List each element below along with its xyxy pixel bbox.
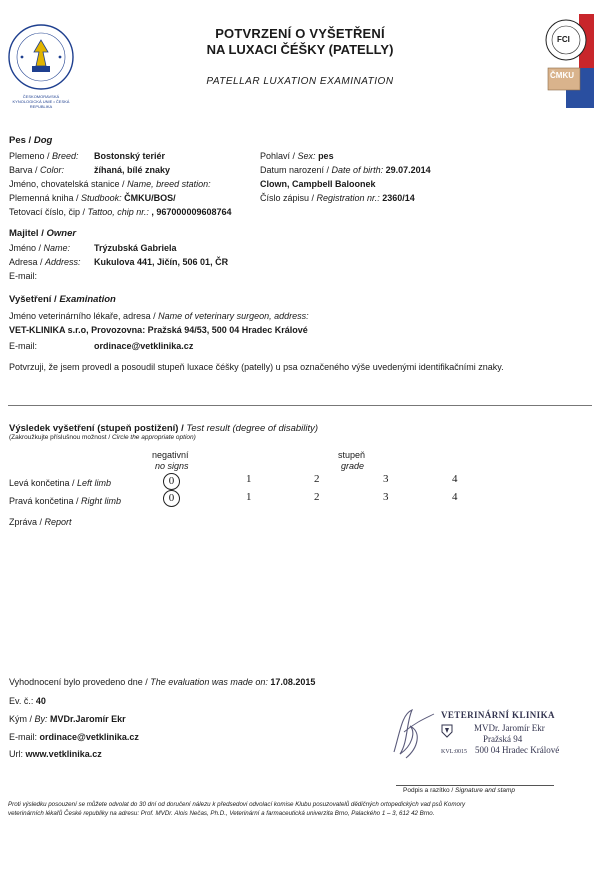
dog-name-value: Clown, Campbell Baloonek <box>260 179 376 189</box>
grade-label-en: grade <box>341 461 365 471</box>
right-limb-grade-2[interactable]: 2 <box>314 491 320 503</box>
stamp-city: 500 04 Hradec Králové <box>475 745 560 755</box>
cmku-logo-text: ČMKU <box>550 71 574 80</box>
stamp-doctor: MVDr. Jaromír Ekr <box>474 723 545 733</box>
section-divider <box>8 405 592 406</box>
footer-line2: veterinárních lékařů České republiky na adresu: Prof. MVDr. Alois Nečas, Ph.D., Veterinární a farmaceutická univerzita Brno, Palackého 1 – 3, 612 42 Brno. <box>8 810 435 817</box>
color-value: žíhaná, bílé znaky <box>94 165 171 175</box>
tattoo-label: Tetovací číslo, čip / Tattoo, chip nr.: , 967000009608764 <box>9 207 232 217</box>
url-label: Url: www.vetklinika.cz <box>9 749 102 759</box>
right-limb-grade-1[interactable]: 1 <box>246 491 252 503</box>
fci-logo-text: FCI <box>557 35 570 44</box>
breed-label: Plemeno / Breed: <box>9 151 79 161</box>
studbook-label: Plemenná kniha / Studbook: ČMKU/BOS/ <box>9 193 176 203</box>
footer-line1: Proti výsledku posouzení se můžete odvolat do 30 dní od doručení nálezu k předsedovi odvolací komise Klubu posuzovatelů dědičných ortopedických vad psů Komory <box>8 801 466 808</box>
owner-address-value: Kukulova 441, Jičín, 506 01, ČR <box>94 257 229 267</box>
right-limb-grade-0-circled[interactable]: 0 <box>163 490 180 507</box>
ev-number-label: Ev. č.: 40 <box>9 696 46 706</box>
stamp-code: KVL:0015 <box>441 749 467 755</box>
negative-label: negativní <box>152 450 189 460</box>
signature-line <box>396 785 554 786</box>
statement-text: Potvrzuji, že jsem provedl a posoudil stupeň luxace čéšky (patelly) u psa označeného výše uvedenými identifikačními znaky. <box>9 362 504 372</box>
owner-section-heading: Majitel / Owner <box>9 228 77 239</box>
stamp-clinic-name: VETERINÁRNÍ KLINIKA <box>441 710 555 720</box>
vet-email-label: E-mail: <box>9 341 38 351</box>
signature-caption: Podpis a razítko / Signature and stamp <box>403 787 516 794</box>
dog-section-heading: Pes / Dog <box>9 135 53 146</box>
right-limb-label: Pravá končetina / Right limb <box>9 496 122 506</box>
right-limb-grade-3[interactable]: 3 <box>383 491 389 503</box>
stamp-street: Pražská 94 <box>483 734 523 744</box>
vet-value: VET-KLINIKA s.r.o, Provozovna: Pražská 94/53, 500 04 Hradec Králové <box>9 325 308 335</box>
left-limb-grade-0-circled[interactable]: 0 <box>163 473 180 490</box>
by-label: Kým / By: MVDr.Jaromír Ekr <box>9 714 126 724</box>
left-limb-grade-3[interactable]: 3 <box>383 473 389 485</box>
color-label: Barva / Color: <box>9 165 65 175</box>
left-limb-grade-4[interactable]: 4 <box>452 473 458 485</box>
result-instruction: (Zakroužkujte příslušnou možnost / Circle the appropriate option) <box>9 434 196 441</box>
document-title-line2: NA LUXACI ČÉŠKY (PATELLY) <box>206 42 394 57</box>
document-title: POTVRZENÍ O VYŠETŘENÍ <box>215 26 385 41</box>
signature <box>382 702 442 762</box>
left-limb-grade-2[interactable]: 2 <box>314 473 320 485</box>
sex-label: Pohlaví / Sex: pes <box>260 151 334 161</box>
owner-email-label: E-mail: <box>9 271 38 281</box>
breed-value: Bostonský teriér <box>94 151 166 161</box>
right-limb-grade-4[interactable]: 4 <box>452 491 458 503</box>
evaluation-date-label: Vyhodnocení bylo provedeno dne / The evaluation was made on: 17.08.2015 <box>9 677 316 687</box>
left-logo-text: ČESKOMORAVSKÁ KYNOLOGICKÁ UNIE • ČESKÁ REPUBLIKA <box>12 94 70 109</box>
document-subtitle: PATELLAR LUXATION EXAMINATION <box>206 76 394 87</box>
dob-label: Datum narození / Date of birth: 29.07.2014 <box>260 165 431 175</box>
examination-section-heading: Vyšetření / Examination <box>9 294 116 305</box>
name-breed-station-label: Jméno, chovatelská stanice / Name, breed station: <box>9 179 211 189</box>
stamp-logo-icon <box>441 724 453 738</box>
owner-address-label: Adresa / Address: <box>9 257 81 267</box>
vet-label: Jméno veterinárního lékaře, adresa / Name of veterinary surgeon, address: <box>9 311 309 321</box>
left-limb-label: Levá končetina / Left limb <box>9 478 112 488</box>
grade-label: stupeň <box>338 450 366 460</box>
result-heading: Výsledek vyšetření (stupeň postižení) / Test result (degree of disability) <box>9 423 319 434</box>
registration-label: Číslo zápisu / Registration nr.: 2360/14 <box>260 193 415 203</box>
vet-email-value: ordinace@vetklinika.cz <box>94 341 194 351</box>
owner-name-value: Trýzubská Gabriela <box>94 243 177 253</box>
no-signs-label: no signs <box>155 461 189 471</box>
fci-cmku-right-logo <box>544 10 594 108</box>
left-limb-grade-1[interactable]: 1 <box>246 473 252 485</box>
owner-name-label: Jméno / Name: <box>9 243 71 253</box>
evaluation-email-label: E-mail: ordinace@vetklinika.cz <box>9 732 139 742</box>
report-label: Zpráva / Report <box>9 517 72 527</box>
